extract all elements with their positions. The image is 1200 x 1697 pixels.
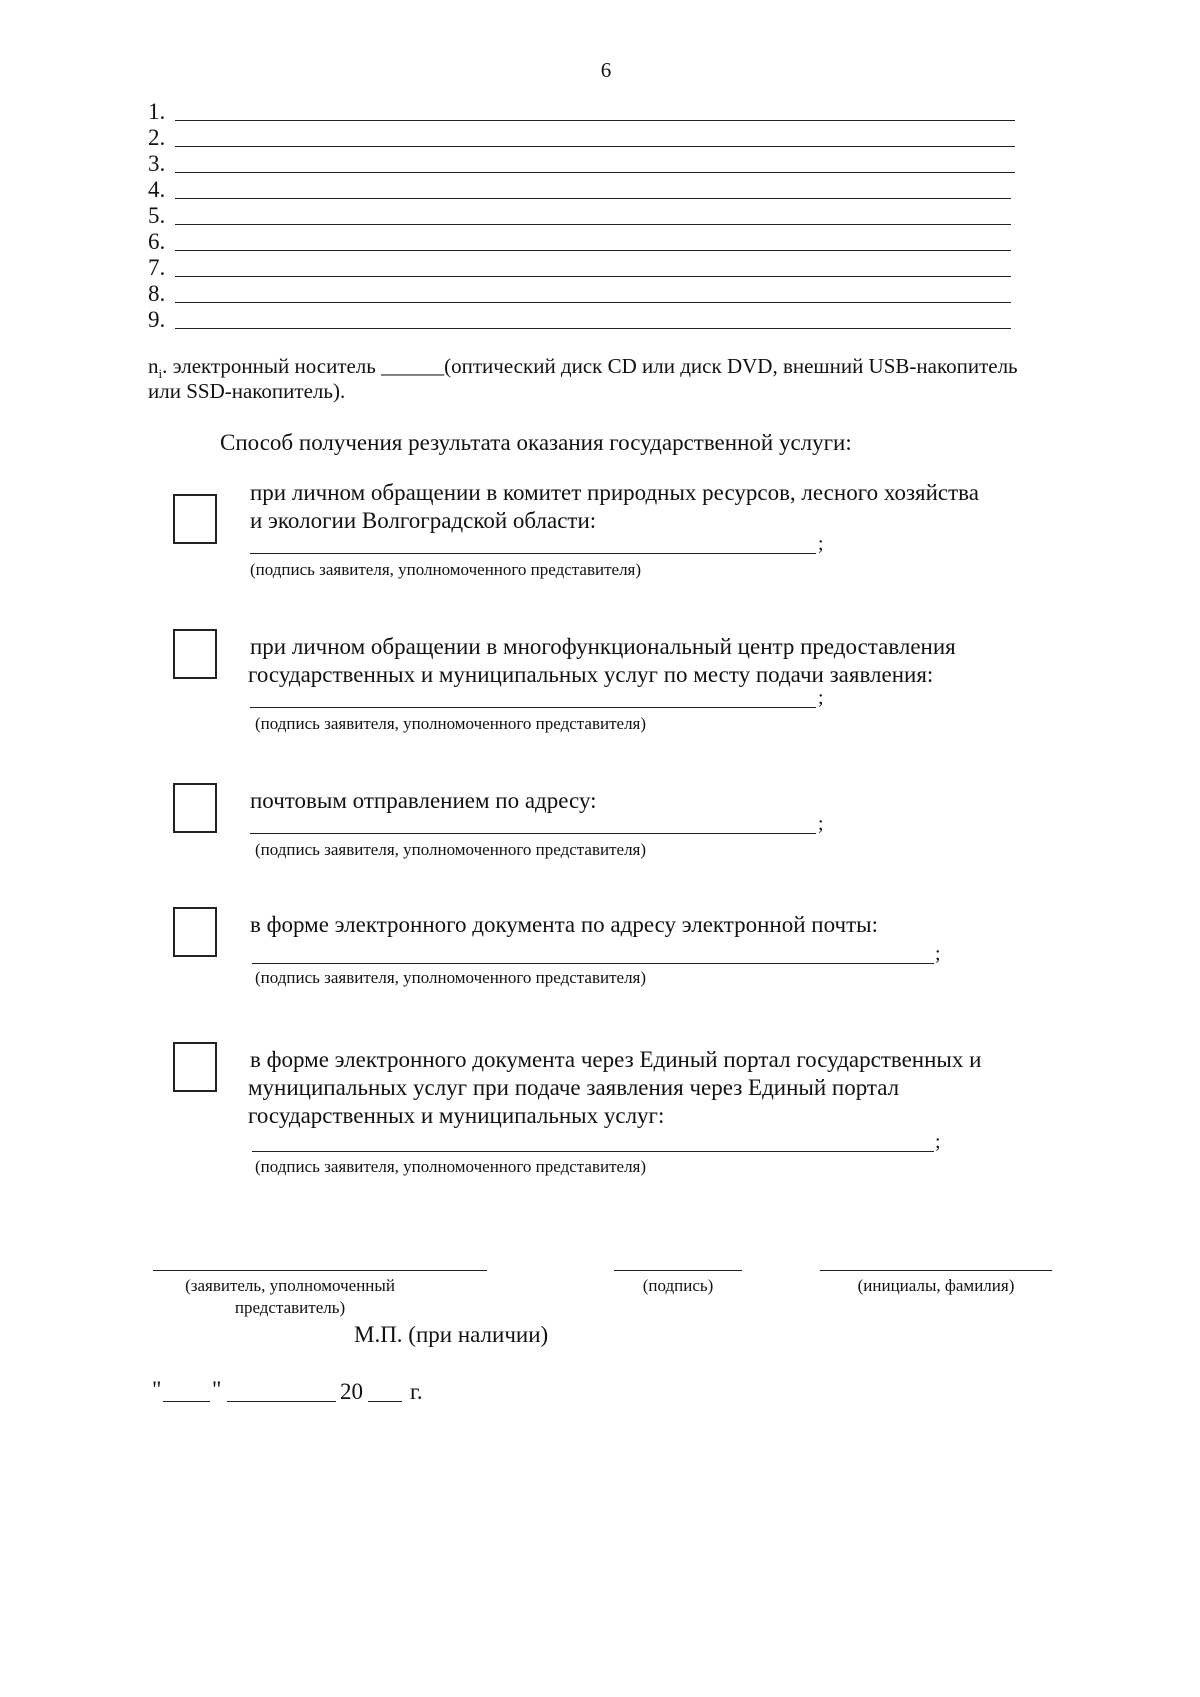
signature-line[interactable] — [250, 707, 816, 708]
fill-line[interactable] — [175, 250, 1011, 251]
signature-caption: (подпись заявителя, уполномоченного представителя) — [255, 1157, 647, 1176]
fill-line[interactable] — [175, 276, 1011, 277]
stamp-label: М.П. (при наличии) — [354, 1322, 549, 1347]
option-checkbox[interactable] — [173, 494, 217, 544]
applicant-line[interactable] — [153, 1270, 487, 1271]
initials-line[interactable] — [820, 1270, 1052, 1271]
signature-line[interactable] — [250, 833, 816, 834]
media-line-2: или SSD-накопитель). — [148, 379, 346, 403]
fill-line[interactable] — [175, 328, 1011, 329]
signature-caption: (подпись заявителя, уполномоченного представителя) — [255, 714, 647, 733]
fill-line[interactable] — [175, 224, 1011, 225]
signature-line[interactable] — [250, 553, 816, 554]
signature-caption: (подпись заявителя, уполномоченного представителя) — [250, 560, 642, 579]
option-checkbox[interactable] — [173, 629, 217, 679]
signature-line[interactable] — [252, 1151, 934, 1152]
method-heading: Способ получения результата оказания государственной услуги: — [220, 430, 852, 455]
media-line-1: $n_i$. электронный носитель ______(оптический диск CD или диск DVD, внешний USB-накопитель — [148, 354, 1018, 382]
signature-line[interactable] — [252, 963, 934, 964]
fill-line[interactable] — [175, 146, 1015, 147]
page-number: 6 — [600, 58, 612, 82]
signature-line[interactable] — [614, 1270, 742, 1271]
signature-caption: (подпись заявителя, уполномоченного представителя) — [255, 968, 647, 987]
fill-line[interactable] — [175, 120, 1015, 121]
fill-line[interactable] — [175, 302, 1011, 303]
option-checkbox[interactable] — [173, 783, 217, 833]
fill-line[interactable] — [175, 172, 1015, 173]
month-field[interactable] — [227, 1401, 336, 1402]
signature-caption: (подпись заявителя, уполномоченного представителя) — [255, 840, 647, 859]
fill-line[interactable] — [175, 198, 1011, 199]
day-field[interactable] — [163, 1401, 210, 1402]
option-checkbox[interactable] — [173, 907, 217, 957]
option-checkbox[interactable] — [173, 1042, 217, 1092]
year-field[interactable] — [368, 1401, 402, 1402]
